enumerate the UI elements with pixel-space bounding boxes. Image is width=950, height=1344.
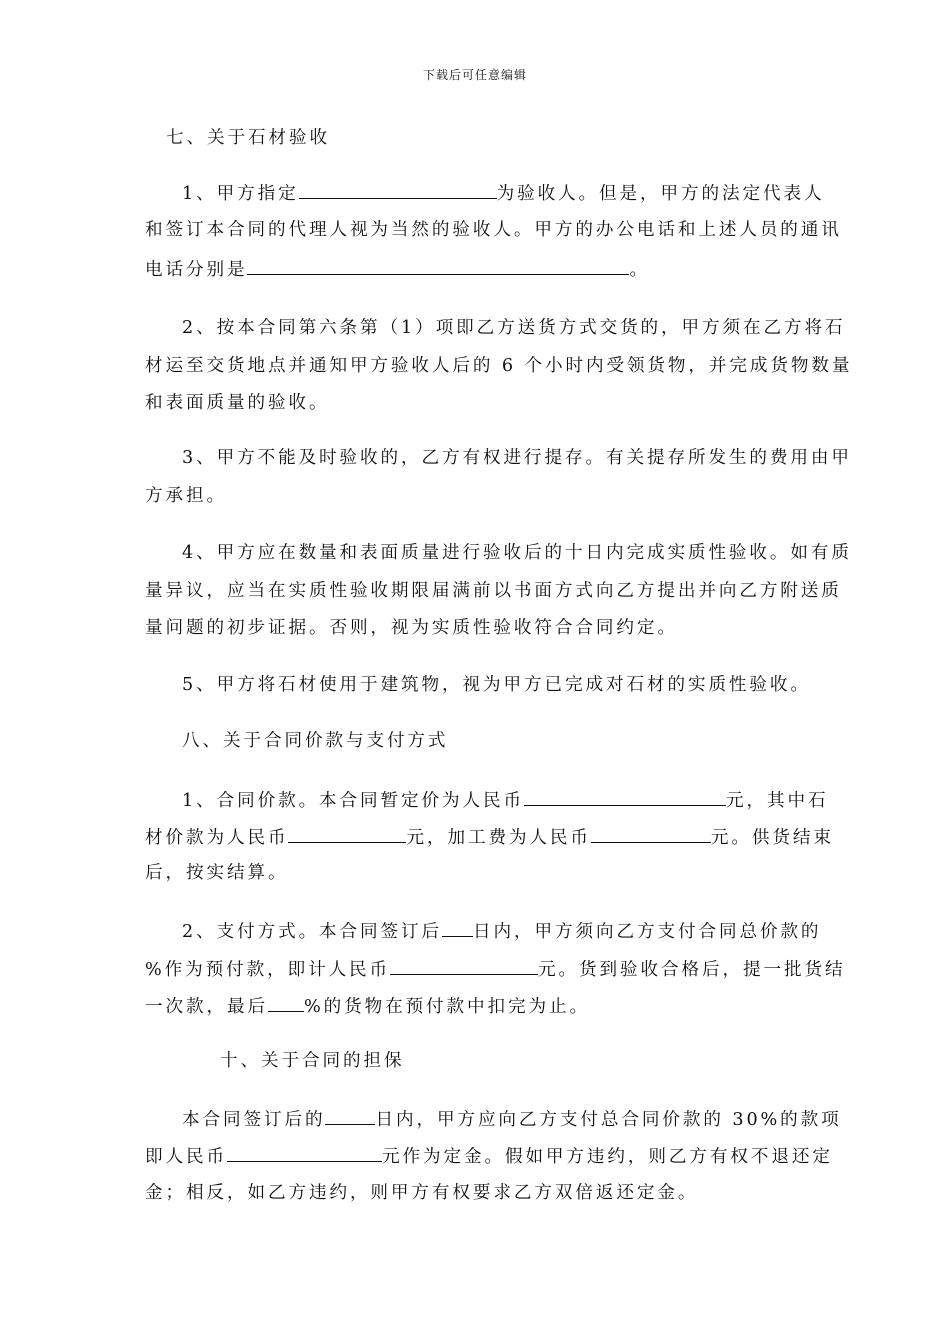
- p8-line-3: 金；相反，如乙方违约，则甲方有权要求乙方双倍返还定金。: [145, 1183, 699, 1203]
- p4-line-2: 量异议，应当在实质性验收期限届满前以书面方式向乙方提出并向乙方附送质: [145, 581, 842, 601]
- p7-text: 2、支付方式。本合同签订后: [182, 922, 443, 942]
- p2-line-2: 材运至交货地点并通知甲方验收人后的 6 个小时内受领货物，并完成货物数量: [145, 356, 853, 376]
- p4-line-3: 量问题的初步证据。否则，视为实质性验收符合合同约定。: [145, 618, 678, 638]
- deposit-amount-blank[interactable]: [227, 1143, 382, 1162]
- page-header: 下载后可任意编辑: [422, 68, 527, 82]
- p8-line-1: [182, 1106, 847, 1132]
- p8-text: 本合同签订后的: [182, 1110, 326, 1130]
- p7-text: 元。货到验收合格后，提一批货结: [538, 960, 846, 980]
- p8-line-2: [145, 1143, 833, 1169]
- processing-fee-blank[interactable]: [591, 824, 711, 843]
- p1-text: 电话分别是: [145, 260, 248, 280]
- p6-text: 1、合同价款。本合同暂定价为人民币: [182, 791, 524, 811]
- p7-line-3: [145, 993, 810, 1019]
- p3-line-1: 3、甲方不能及时验收的，乙方有权进行提存。有关提存所发生的费用由甲: [182, 448, 852, 468]
- p1-text: 1、甲方指定: [182, 184, 299, 204]
- deposit-days-blank[interactable]: [325, 1106, 375, 1125]
- days-blank[interactable]: [442, 918, 473, 937]
- p6-text: 元，其中石: [726, 791, 829, 811]
- p6-line-3: 后，按实结算。: [145, 863, 289, 883]
- p6-text: 元，加工费为人民币: [406, 828, 591, 848]
- p1-line-2: 和签订本合同的代理人视为当然的验收人。甲方的办公电话和上述人员的通讯: [145, 220, 842, 240]
- inspector-blank[interactable]: [299, 180, 497, 199]
- p1-line-3: [145, 256, 810, 282]
- section-8-title: 八、关于合同价款与支付方式: [182, 731, 449, 751]
- section-7-title: 七、关于石材验收: [166, 128, 330, 148]
- p6-text: 元。供货结束: [710, 828, 834, 848]
- p7-text: %作为预付款，即计人民币: [145, 960, 391, 980]
- total-price-blank[interactable]: [524, 787, 726, 806]
- p6-line-2: [145, 824, 834, 850]
- p8-text: 日内，甲方应向乙方支付总合同价款的 30%的款项: [375, 1110, 842, 1130]
- p3-line-2: 方承担。: [145, 486, 227, 506]
- p6-text: 材价款为人民币: [145, 828, 289, 848]
- p8-text: 元作为定金。假如甲方违约，则乙方有权不退还定: [381, 1147, 833, 1167]
- p6-line-1: [182, 787, 847, 813]
- p7-text: %的货物在预付款中扣完为止。: [303, 997, 591, 1017]
- p7-line-2: [145, 956, 846, 982]
- p4-line-1: 4、甲方应在数量和表面质量进行验收后的十日内完成实质性验收。如有质: [182, 543, 852, 563]
- p2-line-3: 和表面质量的验收。: [145, 393, 330, 413]
- p7-line-1: [182, 918, 847, 944]
- stone-price-blank[interactable]: [288, 824, 406, 843]
- p5-line-1: 5、甲方将石材使用于建筑物，视为甲方已完成对石材的实质性验收。: [182, 675, 811, 695]
- p1-text: 为验收人。但是，甲方的法定代表人: [496, 184, 825, 204]
- p8-text: 即人民币: [145, 1147, 227, 1167]
- p1-text: 。: [629, 260, 650, 280]
- p1-line-1: [182, 180, 847, 206]
- phone-blank[interactable]: [247, 256, 629, 275]
- prepayment-blank[interactable]: [390, 956, 538, 975]
- p7-text: 一次款，最后: [145, 997, 268, 1017]
- p7-text: 日内，甲方须向乙方支付合同总价款的: [473, 922, 822, 942]
- section-10-title: 十、关于合同的担保: [220, 1051, 405, 1071]
- p2-line-1: 2、按本合同第六条第（1）项即乙方送货方式交货的，甲方须在乙方将石: [182, 318, 846, 338]
- final-percent-blank[interactable]: [268, 993, 304, 1012]
